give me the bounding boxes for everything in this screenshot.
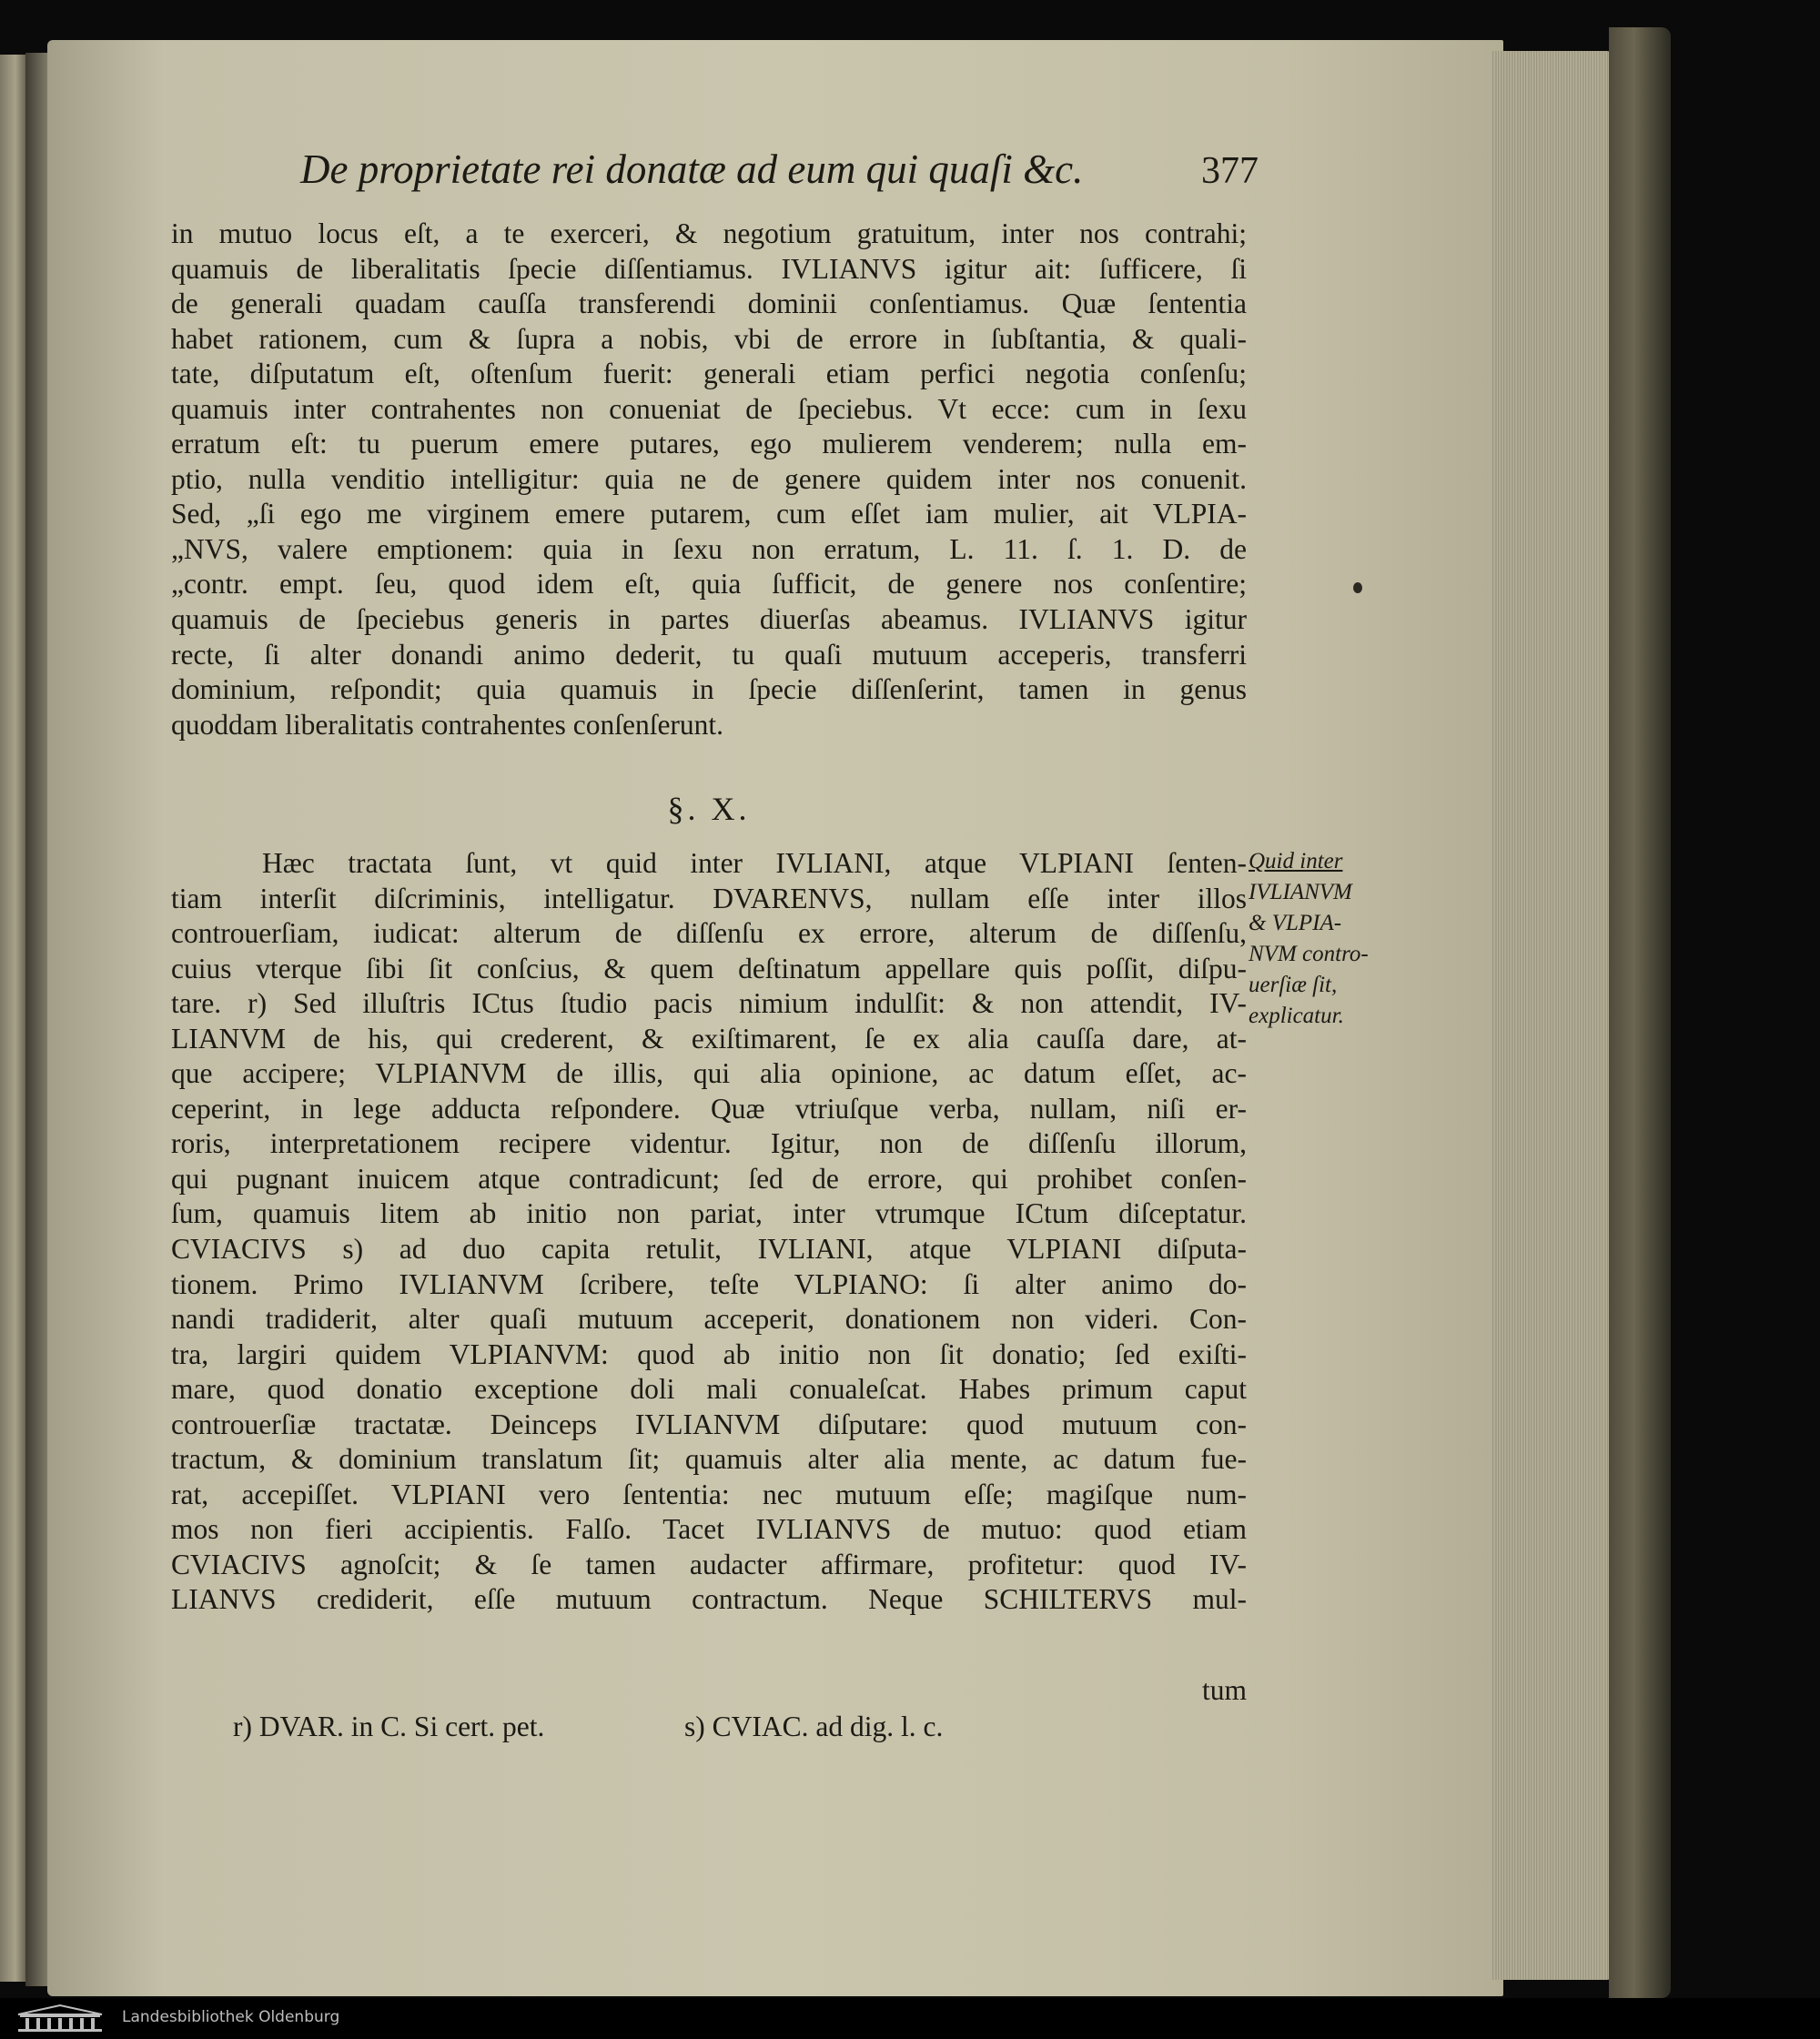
text-line: de generali quadam cauſſa transferendi dominii conſentiamus. Quæ ſententia: [171, 288, 1247, 320]
catchword: tum: [1201, 1674, 1247, 1706]
text-line: in mutuo locus eſt, a te exerceri, & negotium gratuitum, inter nos contrahi;: [171, 217, 1247, 249]
text-line: recte, ſi alter donandi animo dederit, tu quaſi mutuum acceperis, transferri: [171, 638, 1247, 671]
text-line: tare. r) Sed illuſtris ICtus ſtudio pacis nimium indulſit: & non attendit, IV-: [171, 987, 1247, 1020]
text-line: habet rationem, cum & ſupra a nobis, vbi de errore in ſubſtantia, & quali-: [171, 322, 1247, 355]
text-line: qui pugnant inuicem atque contradicunt; ſed de errore, qui prohibet conſen-: [171, 1162, 1247, 1195]
text-line: CVIACIVS agnoſcit; & ſe tamen audacter affirmare, profitetur: quod IV-: [171, 1548, 1247, 1580]
text-line: Hæc tractata ſunt, vt quid inter IVLIANI, atque VLPIANI ſenten-: [262, 847, 1247, 879]
marginal-note: [1249, 846, 1387, 1032]
text-line: nandi tradiderit, alter quaſi mutuum acceperit, donationem non videri. Con-: [171, 1303, 1247, 1336]
text-line: erratum eſt: tu puerum emere putares, ego mulierem venderem; nulla em-: [171, 428, 1247, 460]
text-line: Sed, „ſi ego me virginem emere putarem, cum eſſet iam mulier, ait VLPIA-: [171, 498, 1247, 530]
margin-line: Quid inter: [1249, 849, 1343, 873]
text-line: quoddam liberalitatis contrahentes conſenſerunt.: [171, 708, 724, 741]
text-line: controuerſiam, iudicat: alterum de diſſenſu ex errore, alterum de diſſenſu,: [171, 917, 1247, 950]
text-line: roris, interpretationem recipere videntur. Igitur, non de diſſenſu illorum,: [171, 1127, 1247, 1160]
text-line: mos non fieri accipientis. Falſo. Tacet IVLIANVS de mutuo: quod etiam: [171, 1513, 1247, 1546]
text-line: tractum, & dominium translatum ſit; quamuis alter alia mente, ac datum fue-: [171, 1443, 1247, 1476]
page-header: [300, 146, 1259, 200]
text-line: rat, accepiſſet. VLPIANI vero ſententia: nec mutuum eſſe; magiſque num-: [171, 1478, 1247, 1510]
text-line: LIANVM de his, qui crederent, & exiſtimarent, ſe ex alia cauſſa dare, at-: [171, 1022, 1247, 1055]
text-line: cuius vterque ſibi ſit conſcius, & quem deſtinatum appellare quis poſſit, diſpu-: [171, 952, 1247, 984]
text-line: ceperint, in lege adducta reſpondere. Quæ vtriuſque verba, nullam, niſi er-: [171, 1092, 1247, 1125]
library-building-icon: [15, 2004, 106, 2033]
text-line: tionem. Primo IVLIANVM ſcribere, teſte VLPIANO: ſi alter animo do-: [171, 1267, 1247, 1300]
text-line: CVIACIVS s) ad duo capita retulit, IVLIANI, atque VLPIANI diſputa-: [171, 1233, 1247, 1266]
margin-line: NVM contro-: [1249, 942, 1369, 966]
text-line: quamuis de liberalitatis ſpecie diſſentiamus. IVLIANVS igitur ait: ſufficere, ſi: [171, 252, 1247, 285]
library-name: Landesbibliothek Oldenburg: [122, 2008, 340, 2026]
text-line: quamuis de ſpeciebus generis in partes diuerſas abeamus. IVLIANVS igitur: [171, 603, 1247, 636]
text-line: ſum, quamuis litem ab initio non pariat, inter vtrumque ICtum diſceptatur.: [171, 1197, 1247, 1230]
paragraph-1: [171, 217, 1247, 742]
text-line: LIANVS crediderit, eſſe mutuum contractum. Neque SCHILTERVS mul-: [171, 1583, 1247, 1616]
running-head: De proprietate rei donatæ ad eum qui quaſi &c.: [300, 146, 1084, 192]
text-line: „contr. empt. ſeu, quod idem eſt, quia ſufficit, de genere nos conſentire;: [171, 568, 1247, 601]
text-line: dominium, reſpondit; quia quamuis in ſpecie diſſenſerint, tamen in genus: [171, 673, 1247, 706]
margin-line: & VLPIA-: [1249, 911, 1342, 935]
paragraph-2: [171, 846, 1247, 1618]
text-line: quamuis inter contrahentes non conueniat de ſpeciebus. Vt ecce: cum in ſexu: [171, 392, 1247, 425]
text-line: tate, diſputatum eſt, oſtenſum fuerit: generali etiam perfici negotia conſenſu;: [171, 358, 1247, 390]
footnote-r: r) DVAR. in C. Si cert. pet.: [233, 1711, 545, 1742]
footnotes: [233, 1711, 1234, 1747]
text-line: controuerſiæ tractatæ. Deinceps IVLIANVM diſputare: quod mutuum con-: [171, 1408, 1247, 1440]
text-line: „NVS, valere emptionem: quia in ſexu non erratum, L. 11. ſ. 1. D. de: [171, 532, 1247, 565]
text-line: mare, quod donatio exceptione doli mali conualeſcat. Habes primum caput: [171, 1373, 1247, 1406]
footnote-s: s) CVIAC. ad dig. l. c.: [684, 1711, 944, 1742]
text-line: ptio, nulla venditio intelligitur: quia ne de genere quidem inter nos conuenit.: [171, 462, 1247, 495]
page-number: 377: [1201, 150, 1259, 192]
margin-line: uerſiæ ſit,: [1249, 973, 1338, 997]
text-line: tiam interſit diſcriminis, intelligatur. DVARENVS, nullam eſſe inter illos: [171, 882, 1247, 914]
text-line: que accipere; VLPIANVM de illis, qui alia opinione, ac datum eſſet, ac-: [171, 1057, 1247, 1090]
text-line: tra, largiri quidem VLPIANVM: quod ab initio non ſit donatio; ſed exiſti-: [171, 1337, 1247, 1370]
library-footer-bar: [0, 1998, 1820, 2039]
section-heading: §. X.: [667, 791, 751, 827]
margin-line: IVLIANVM: [1249, 880, 1352, 904]
margin-line: explicatur.: [1249, 1004, 1344, 1028]
